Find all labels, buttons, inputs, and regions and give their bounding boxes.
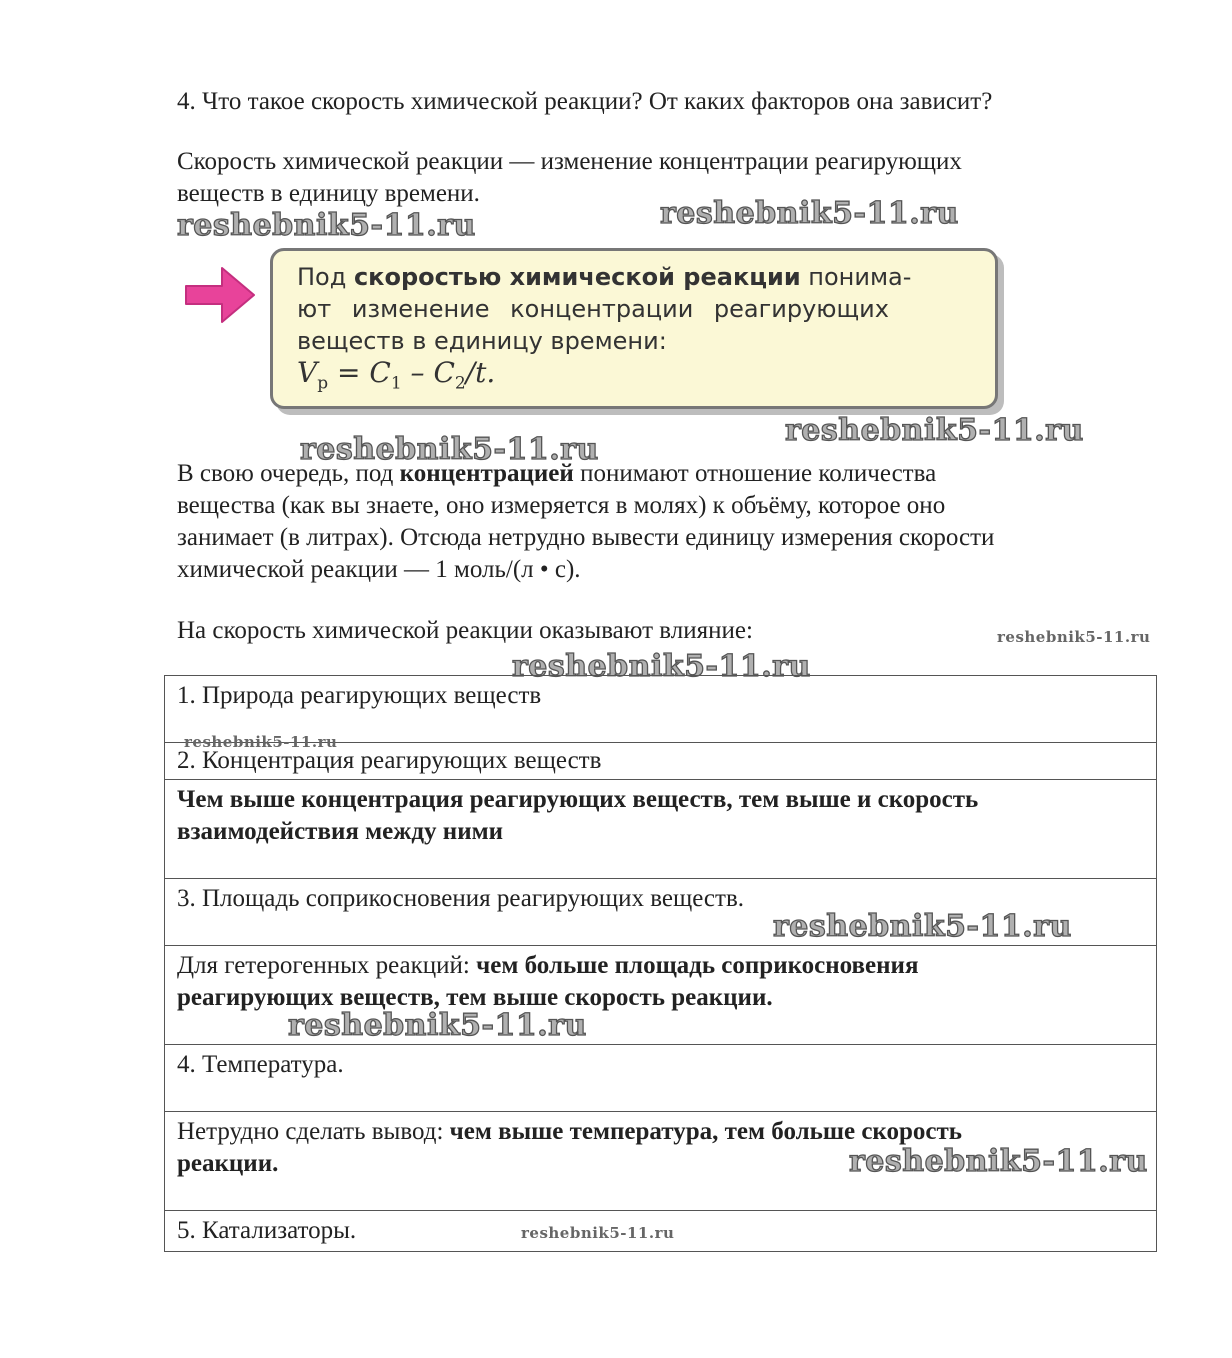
definition-line-2: веществ в единицу времени. [177, 180, 480, 207]
callout-line-2: ют изменение концентрации реагирующих [297, 295, 889, 323]
watermark: reshebnik5-11.ru [773, 909, 1072, 944]
table-row [165, 780, 1157, 879]
watermark: reshebnik5-11.ru [521, 1224, 675, 1242]
definition-line-1: Скорость химической реакции — изменение концентрации реагирующих [177, 148, 962, 175]
concentration-line-3: занимает (в литрах). Отсюда нетрудно вывести единицу измерения скорости [177, 524, 995, 551]
watermark: reshebnik5-11.ru [512, 649, 811, 684]
definition-callout [270, 248, 998, 409]
factor-2: 2. Концентрация реагирующих веществ [165, 743, 1157, 780]
concentration-line-2: вещества (как вы знаете, оно измеряется в молях) к объёму, которое оно [177, 492, 946, 519]
concentration-line-4: химической реакции — 1 моль/(л • с). [177, 556, 581, 583]
pink-arrow-icon [182, 262, 258, 328]
watermark: reshebnik5-11.ru [288, 1008, 587, 1043]
factor-2-description: Чем выше концентрация реагирующих веществ, тем выше и скорость взаимодействия между ними [165, 780, 1157, 879]
factor-3: 3. Площадь соприкосновения реагирующих веществ. [165, 879, 1157, 946]
watermark: reshebnik5-11.ru [177, 208, 476, 243]
callout-line-3: веществ в единицу времени: [297, 327, 667, 355]
watermark: reshebnik5-11.ru [300, 432, 599, 467]
watermark: reshebnik5-11.ru [184, 733, 338, 751]
watermark: reshebnik5-11.ru [997, 628, 1151, 646]
concentration-line-1: В свою очередь, под концентрацией понимают отношение количества [177, 460, 937, 487]
factor-4-description: Нетрудно сделать вывод: чем выше температура, тем больше скорость реакции. [165, 1112, 1157, 1211]
watermark: reshebnik5-11.ru [660, 196, 959, 231]
table-row [165, 1045, 1157, 1112]
question-heading: 4. Что такое скорость химической реакции? От каких факторов она зависит? [177, 88, 993, 115]
influence-intro: На скорость химической реакции оказывают влияние: [177, 617, 753, 644]
factor-1: 1. Природа реагирующих веществ [165, 676, 1157, 743]
factor-4: 4. Температура. [165, 1045, 1157, 1112]
factor-5: 5. Катализаторы. [165, 1211, 1157, 1252]
factor-3-description: Для гетерогенных реакций: чем больше площадь соприкосновения реагирующих веществ, тем выше скорость реакции. [165, 946, 1157, 1045]
watermark: reshebnik5-11.ru [785, 413, 1084, 448]
callout-line-1: Под скоростью химической реакции понима- [297, 263, 912, 291]
rate-formula: $V_р = C_1 - C_2/t$. [297, 356, 496, 394]
watermark: reshebnik5-11.ru [849, 1144, 1148, 1179]
